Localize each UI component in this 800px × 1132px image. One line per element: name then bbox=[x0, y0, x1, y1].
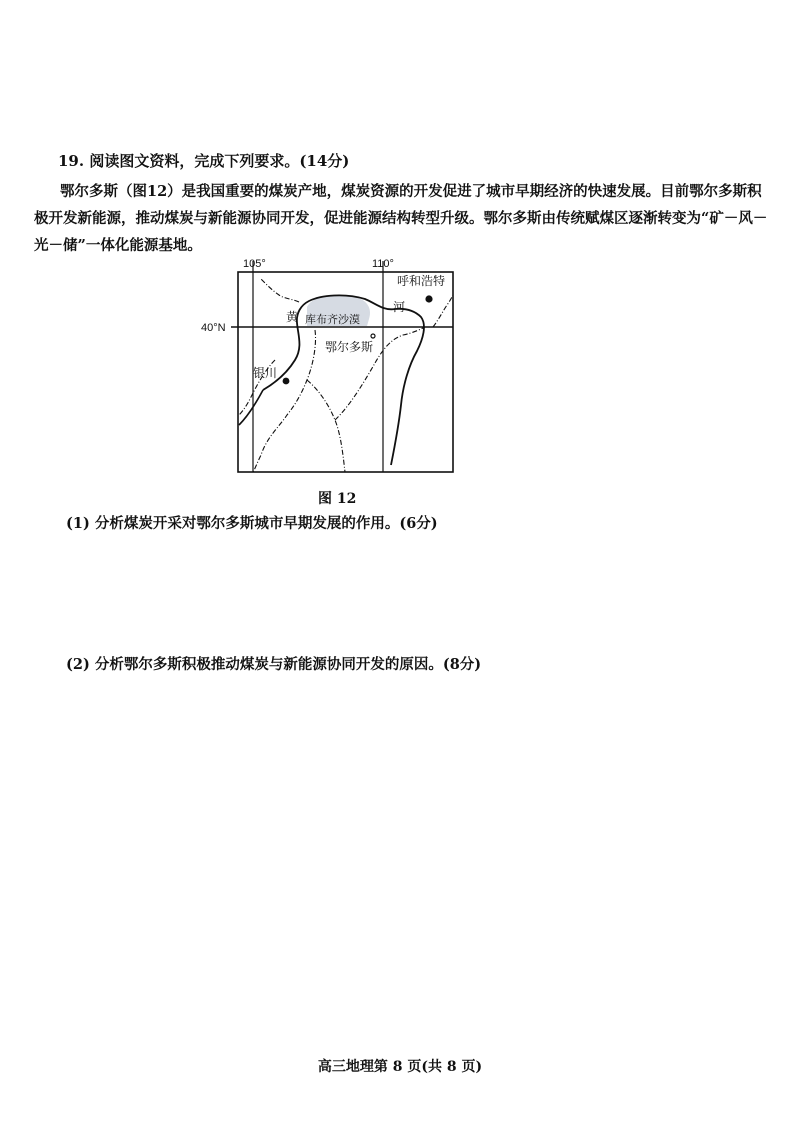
map-figure bbox=[195, 255, 470, 480]
desert-label: 库布齐沙漠 bbox=[305, 313, 360, 326]
boundary-line bbox=[253, 330, 316, 472]
he-label: 河 bbox=[393, 300, 406, 314]
sub-question-1: (1) 分析煤炭开采对鄂尔多斯城市早期发展的作用。(6分) bbox=[66, 515, 438, 532]
lon-110-label: 110° bbox=[372, 258, 394, 270]
ordos-dot bbox=[371, 334, 375, 338]
yinchuan-dot bbox=[283, 378, 290, 385]
ordos-label: 鄂尔多斯 bbox=[325, 340, 374, 354]
yinchuan-label: 银川 bbox=[253, 366, 278, 380]
sub-question-2: (2) 分析鄂尔多斯积极推动煤炭与新能源协同开发的原因。(8分) bbox=[66, 656, 482, 673]
question-passage: 鄂尔多斯（图12）是我国重要的煤炭产地，煤炭资源的开发促进了城市早期经济的快速发展。目前鄂尔多斯积极开发新能源，推动煤炭与新能源协同开发，促进能源结构转型升级。鄂尔多斯由传统赋煤区逐渐转变为“矿－风－光－储”一体化能源基地。 bbox=[34, 183, 768, 254]
lat-40n-label: 40°N bbox=[201, 322, 226, 334]
huang-label: 黄 bbox=[286, 310, 299, 324]
hohhot-label: 呼和浩特 bbox=[397, 274, 446, 288]
question-title: 19. 阅读图文资料，完成下列要求。(14分) bbox=[58, 152, 350, 170]
hohhot-dot bbox=[425, 295, 432, 302]
page-footer: 高三地理第 8 页(共 8 页) bbox=[317, 1059, 483, 1075]
figure-caption: 图 12 bbox=[318, 491, 357, 507]
lon-105-label: 105° bbox=[243, 258, 266, 270]
